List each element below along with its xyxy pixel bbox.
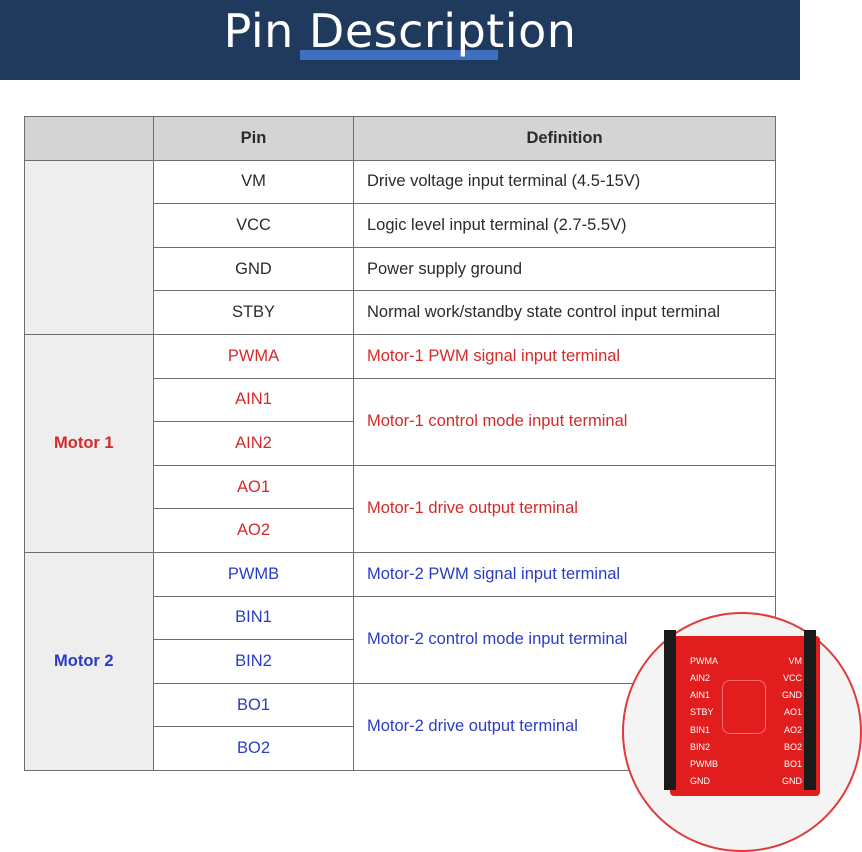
page-title: Pin Description (223, 4, 577, 58)
pin-cell: VCC (154, 204, 354, 248)
board-label: AIN1 (690, 690, 711, 700)
board-label: BIN1 (690, 725, 711, 735)
group-cell-general (25, 160, 154, 334)
pin-cell: AO2 (154, 509, 354, 553)
left-pin-header (664, 630, 676, 790)
board-label: BIN2 (690, 742, 711, 752)
board-photo-inset (622, 612, 862, 852)
definition-cell: Motor-2 PWM signal input terminal (354, 552, 776, 596)
board-label: AIN2 (690, 673, 711, 683)
table-row (25, 160, 776, 204)
board-trace (722, 680, 766, 734)
pin-cell: AO1 (154, 465, 354, 509)
pin-cell: AIN2 (154, 422, 354, 466)
definition-cell: Logic level input terminal (2.7-5.5V) (354, 204, 776, 248)
table-row (25, 334, 776, 378)
definition-cell: Motor-1 drive output terminal (354, 465, 776, 552)
definition-cell: Power supply ground (354, 247, 776, 291)
right-pin-header (804, 630, 816, 790)
group-label-motor1: Motor 1 (25, 334, 154, 552)
board-label: GND (690, 776, 710, 786)
pin-cell: STBY (154, 291, 354, 335)
pin-cell: AIN1 (154, 378, 354, 422)
pin-cell: GND (154, 247, 354, 291)
pin-cell: BO1 (154, 683, 354, 727)
definition-cell: Motor-2 drive output terminal (354, 683, 776, 770)
column-header-definition: Definition (354, 117, 776, 161)
pin-cell: PWMB (154, 552, 354, 596)
definition-cell: Motor-1 control mode input terminal (354, 378, 776, 465)
definition-cell: Motor-1 PWM signal input terminal (354, 334, 776, 378)
pin-cell: PWMA (154, 334, 354, 378)
board-label: STBY (690, 707, 714, 717)
table-header-row (25, 117, 776, 161)
column-header-pin: Pin (154, 117, 354, 161)
pin-cell: BO2 (154, 727, 354, 771)
board-label: PWMA (690, 656, 718, 666)
group-label-motor2: Motor 2 (25, 552, 154, 770)
header-blank-cell (25, 117, 154, 161)
definition-cell: Normal work/standby state control input terminal (354, 291, 776, 335)
pin-cell: BIN2 (154, 640, 354, 684)
definition-cell: Motor-2 control mode input terminal (354, 596, 776, 683)
pin-cell: VM (154, 160, 354, 204)
pin-cell: BIN1 (154, 596, 354, 640)
board-label: PWMB (690, 759, 718, 769)
table-row (25, 552, 776, 596)
definition-cell: Drive voltage input terminal (4.5-15V) (354, 160, 776, 204)
title-banner (0, 0, 800, 80)
